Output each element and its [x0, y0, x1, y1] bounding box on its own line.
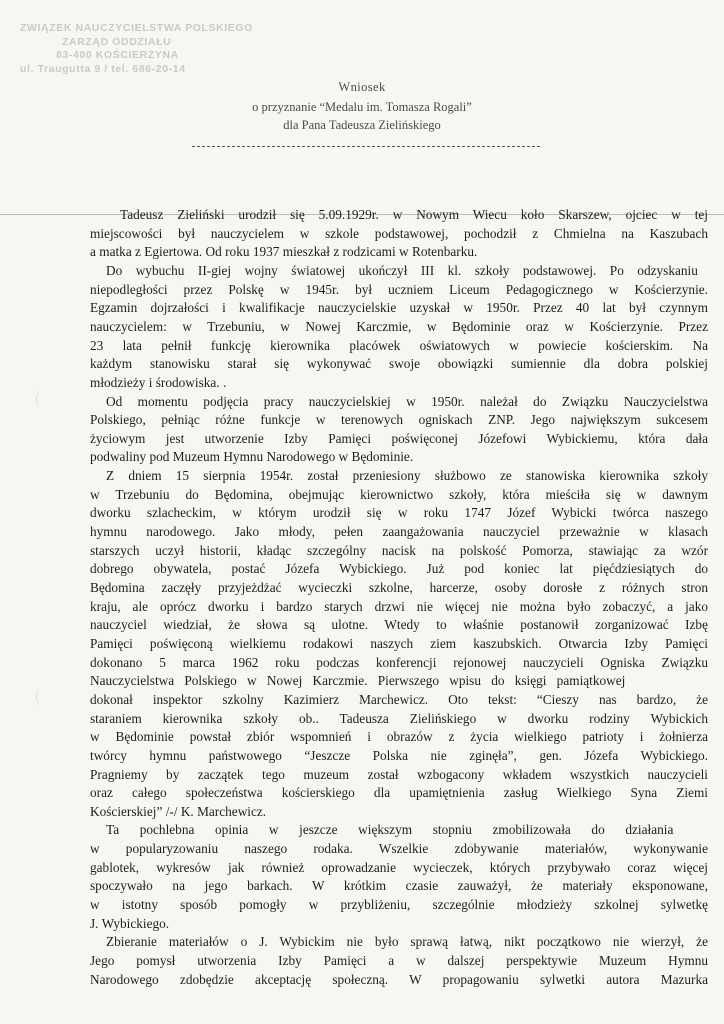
office-stamp — [20, 22, 253, 76]
body-line: Od momentu podjęcia pracy nauczycielskiej w 1950r. należał do Związku Nauczycielstwa — [106, 393, 708, 409]
body-line: hymnu narodowego. Jako młody, pełen zaangażowania nauczyciel przeważnie w klasach — [90, 524, 708, 540]
body-line: 23 lata pełnił funkcję kierownika placówek oświatowych w powiecie kościerskim. Na — [90, 337, 708, 353]
body-line: dworku szlacheckim, w którym urodził się w roku 1747 Józef Wybicki twórca naszego — [90, 505, 708, 521]
body-line: dobrego obywatela, postać Józefa Wybickiego. Już pod koniec lat pięćdziesiątych do — [90, 561, 708, 577]
body-line: życiowym jest utworzenie Izby Pamięci poświęconej Józefowi Wybickiemu, która dała — [90, 430, 708, 446]
stamp-line: ZARZĄD ODDZIAŁU — [62, 35, 172, 48]
body-line: w istotny sposób pomogły w przybliżeniu, szczególnie młodzieży szkolnej sylwetkę — [90, 897, 708, 913]
body-line: miejscowości był nauczycielem w szkole podstawowej, pochodził z Chmielna na Kaszubach — [90, 225, 708, 241]
body-line: Kościerskiej” /-/ K. Marchewicz. — [90, 803, 267, 819]
body-line: dokonano 5 marca 1962 roku podczas konferencji rejonowej nauczycieli Ogniska Związku — [90, 654, 708, 670]
body-line: starszych uczył historii, kładąc szczególny nacisk na polskość Pomorza, stawiając za wzór — [90, 542, 708, 558]
stamp-line: ul. Traugutta 9 / tel. 686-20-14 — [20, 62, 186, 75]
body-line: w popularyzowaniu naszego rodaka. Wszelkie zdobywanie materiałów, wykonywanie — [90, 841, 708, 857]
body-line: Polskiego, pełniąc różne funkcje w terenowych ogniskach ZNP. Jego największym sukcesem — [90, 412, 708, 428]
body-line: staraniem kierownika szkoły ob.. Tadeusza Zielińskiego w dworku rodziny Wybickich — [90, 710, 708, 726]
body-line: kraju, ale oprócz dworku i bardzo starych drzwi nie więcej nie można było zobaczyć, a jako — [90, 598, 708, 614]
body-line: spoczywało na jego barkach. W krótkim czasie zauważył, że materiały eksponowane, — [90, 878, 708, 894]
body-line: Z dniem 15 sierpnia 1954r. został przeniesiony służbowo ze stanowiska kierownika szkoły — [106, 468, 708, 484]
body-line: nauczyciel wiedział, że słowa są ulotne. Wtedy to właśnie postanowił zorganizować Izbę — [90, 617, 708, 633]
body-line: Do wybuchu II-giej wojny światowej ukończył III kl. szkoły podstawowej. Po odzyskaniu — [106, 262, 698, 278]
body-line: Zbieranie materiałów o J. Wybickim nie było sprawą łatwą, nikt początkowo nie wierzył, że — [106, 934, 708, 950]
body-line: nauczycielem: w Trzebuniu, w Nowej Karczmie, w Będominie oraz w Kościerzynie. Przez — [90, 318, 708, 334]
body-line: każdym stanowisku starał się wykonywać swoje obowiązki sumiennie dla dobra polskiej — [90, 356, 708, 372]
punch-hole-mark — [36, 688, 47, 706]
body-line: młodzieży i środowiska. . — [90, 374, 227, 390]
body-line: Jego pomysł utworzenia Izby Pamięci a w dalszej perspektywie Muzeum Hymnu — [90, 953, 708, 968]
body-line: Tadeusz Zieliński urodził się 5.09.1929r. w Nowym Wiecu koło Skarszew, ojciec w tej — [120, 207, 708, 222]
document-title: Wniosek — [338, 80, 386, 94]
body-line: Egzamin dojrzałości i kwalifikacje nauczycielskie uzyskał w 1950r. Przez 40 lat był czynnym — [90, 300, 708, 316]
body-line: dokonał inspektor szkolny Kazimierz Marchewicz. Oto tekst: “Cieszy nas bardzo, że — [90, 691, 708, 707]
body-line: niepodległości przez Polskę w 1945r. był uczniem Liceum Pedagogicznego w Kościerzynie. — [90, 281, 708, 297]
header-divider — [192, 146, 540, 147]
body-line: a matka z Egiertowa. Od roku 1937 mieszkał z rodzicami w Rotenbarku. — [90, 244, 478, 260]
document-subtitle: o przyznanie “Medalu im. Tomasza Rogali” — [252, 100, 472, 114]
body-line: twórcy hymnu państwowego “Jeszcze Polska nie zginęła”, gen. Józefa Wybickiego. — [90, 747, 708, 763]
body-line: Ta pochlebna opinia w jeszcze większym stopniu zmobilizowała do działania — [106, 822, 674, 838]
body-line: podwaliny pod Muzeum Hymnu Narodowego w Będominie. — [90, 449, 414, 465]
document-recipient: dla Pana Tadeusza Zielińskiego — [283, 118, 441, 132]
body-line: Nauczycielstwa Polskiego w Nowej Karczmie. Pierwszego wpisu do księgi pamiątkowej — [90, 673, 626, 689]
body-line: w Trzebuniu do Będomina, obejmując kierownictwo szkoły, która mieściła się w dawnym — [90, 486, 708, 502]
punch-hole-mark — [36, 390, 47, 408]
body-line: gablotek, wykresów jak również oprowadzanie wycieczek, których przybywało coraz więcej — [90, 859, 708, 875]
body-line: J. Wybickiego. — [90, 915, 170, 931]
body-line: w Będominie powstał zbiór wspomnień i obrazów z życia wielkiego patrioty i żołnierza — [90, 729, 708, 745]
body-line: Pragniemy by zaczątek tego muzeum został wzbogacony wkładem wszystkich nauczycieli — [90, 766, 708, 782]
stamp-line: ZWIĄZEK NAUCZYCIELSTWA POLSKIEGO — [20, 22, 253, 34]
body-line: Pamięci poświęconą wielkiemu rodakowi naszych ziem kaszubskich. Otwarcia Izby Pamięci — [90, 635, 708, 651]
body-line: oraz całego społeczeństwa kościerskiego dla upamiętnienia zasług Wielkiego Syna Ziemi — [90, 785, 708, 801]
stamp-line: 83-400 KOŚCIERZYNA — [56, 49, 179, 62]
body-line: Narodowego zdobędzie akceptację społeczną. W propagowaniu sylwetki autora Mazurka — [90, 971, 708, 987]
body-line: Będomina zaczęły przyjeżdżać wycieczki szkolne, harcerze, osoby dorosłe z różnych stron — [90, 580, 708, 595]
